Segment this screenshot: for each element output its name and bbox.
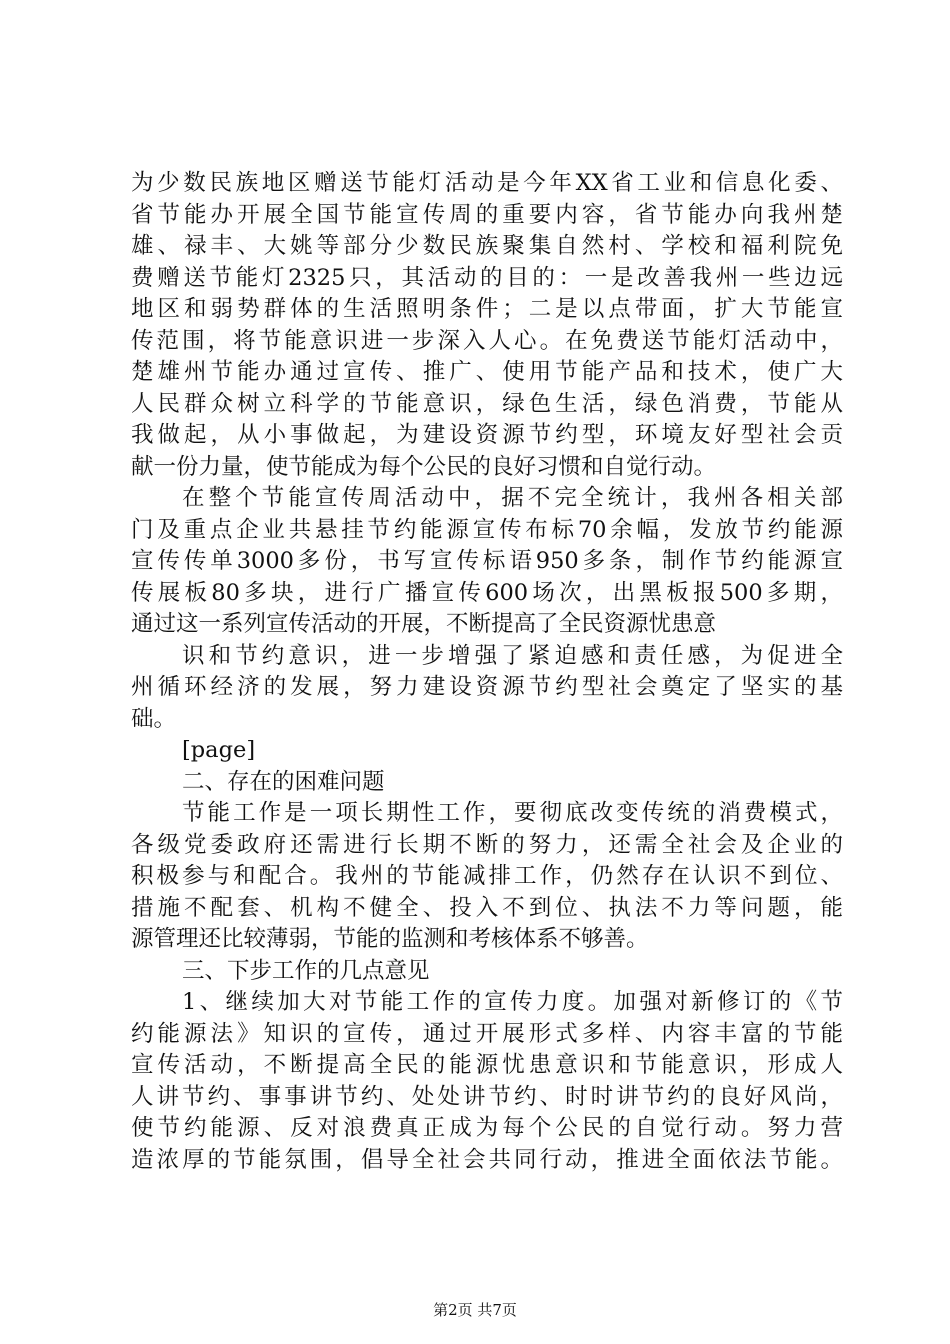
text-line: 三、下步工作的几点意见 bbox=[182, 957, 430, 984]
text-line: 为少数民族地区赠送节能灯活动是今年XX省工业和信息化委、 bbox=[131, 170, 843, 196]
text-line: 费赠送节能灯2325只，其活动的目的：一是改善我州一些边远 bbox=[131, 264, 843, 291]
text-line: 州循环经济的发展，努力建设资源节约型社会奠定了坚实的基 bbox=[131, 674, 843, 700]
text-line: 门及重点企业共悬挂节约能源宣传布标70余幅，发放节约能源 bbox=[131, 516, 843, 543]
text-line: 二、存在的困难问题 bbox=[182, 768, 385, 795]
text-line: 传范围，将节能意识进一步深入人心。在免费送节能灯活动中， bbox=[131, 327, 843, 354]
text-line: 雄、禄丰、大姚等部分少数民族聚集自然村、学校和福利院免 bbox=[131, 233, 843, 259]
page-footer: 第2页 共7页 bbox=[433, 1301, 517, 1319]
text-line: 识和节约意识，进一步增强了紧迫感和责任感，为促进全 bbox=[182, 642, 843, 669]
text-line: 约能源法》知识的宣传，通过开展形式多样、内容丰富的节能 bbox=[131, 1020, 843, 1047]
text-line: 人民群众树立科学的节能意识，绿色生活，绿色消费，节能从 bbox=[131, 390, 843, 417]
text-line: 节能工作是一项长期性工作，要彻底改变传统的消费模式， bbox=[182, 800, 843, 826]
text-line: 宣传活动，不断提高全民的能源忧患意识和节能意识，形成人 bbox=[131, 1052, 843, 1078]
text-line: 源管理还比较薄弱，节能的监测和考核体系不够善。 bbox=[131, 926, 649, 952]
text-line: 在整个节能宣传周活动中，据不完全统计，我州各相关部 bbox=[182, 485, 843, 511]
text-line: 宣传传单3000多份，书写宣传标语950多条，制作节约能源宣 bbox=[131, 548, 843, 574]
text-line: 使节约能源、反对浪费真正成为每个公民的自觉行动。努力营 bbox=[131, 1115, 843, 1141]
text-line: 积极参与和配合。我州的节能减排工作，仍然存在认识不到位、 bbox=[131, 863, 843, 889]
text-line: [page] bbox=[182, 737, 256, 763]
text-line: 1、继续加大对节能工作的宣传力度。加强对新修订的《节 bbox=[182, 989, 843, 1015]
text-line: 地区和弱势群体的生活照明条件；二是以点带面，扩大节能宣 bbox=[131, 296, 843, 322]
text-line: 人讲节约、事事讲节约、处处讲节约、时时讲节约的良好风尚， bbox=[131, 1083, 843, 1110]
text-line: 通过这一系列宣传活动的开展，不断提高了全民资源忧患意 bbox=[131, 611, 717, 637]
text-line: 楚雄州节能办通过宣传、推广、使用节能产品和技术，使广大 bbox=[131, 359, 843, 385]
text-line: 措施不配套、机构不健全、投入不到位、执法不力等问题，能 bbox=[131, 894, 843, 921]
text-line: 传展板80多块，进行广播宣传600场次，出黑板报500多期， bbox=[131, 579, 843, 606]
text-line: 省节能办开展全国节能宣传周的重要内容，省节能办向我州楚 bbox=[131, 201, 843, 228]
text-line: 础。 bbox=[131, 705, 177, 732]
document-body bbox=[131, 168, 843, 1176]
text-line: 献一份力量，使节能成为每个公民的良好习惯和自觉行动。 bbox=[131, 453, 717, 480]
text-line: 我做起，从小事做起，为建设资源节约型，环境友好型社会贡 bbox=[131, 422, 843, 448]
text-line: 造浓厚的节能氛围，倡导全社会共同行动，推进全面依法节能。 bbox=[131, 1146, 843, 1173]
text-line: 各级党委政府还需进行长期不断的努力，还需全社会及企业的 bbox=[131, 831, 843, 858]
